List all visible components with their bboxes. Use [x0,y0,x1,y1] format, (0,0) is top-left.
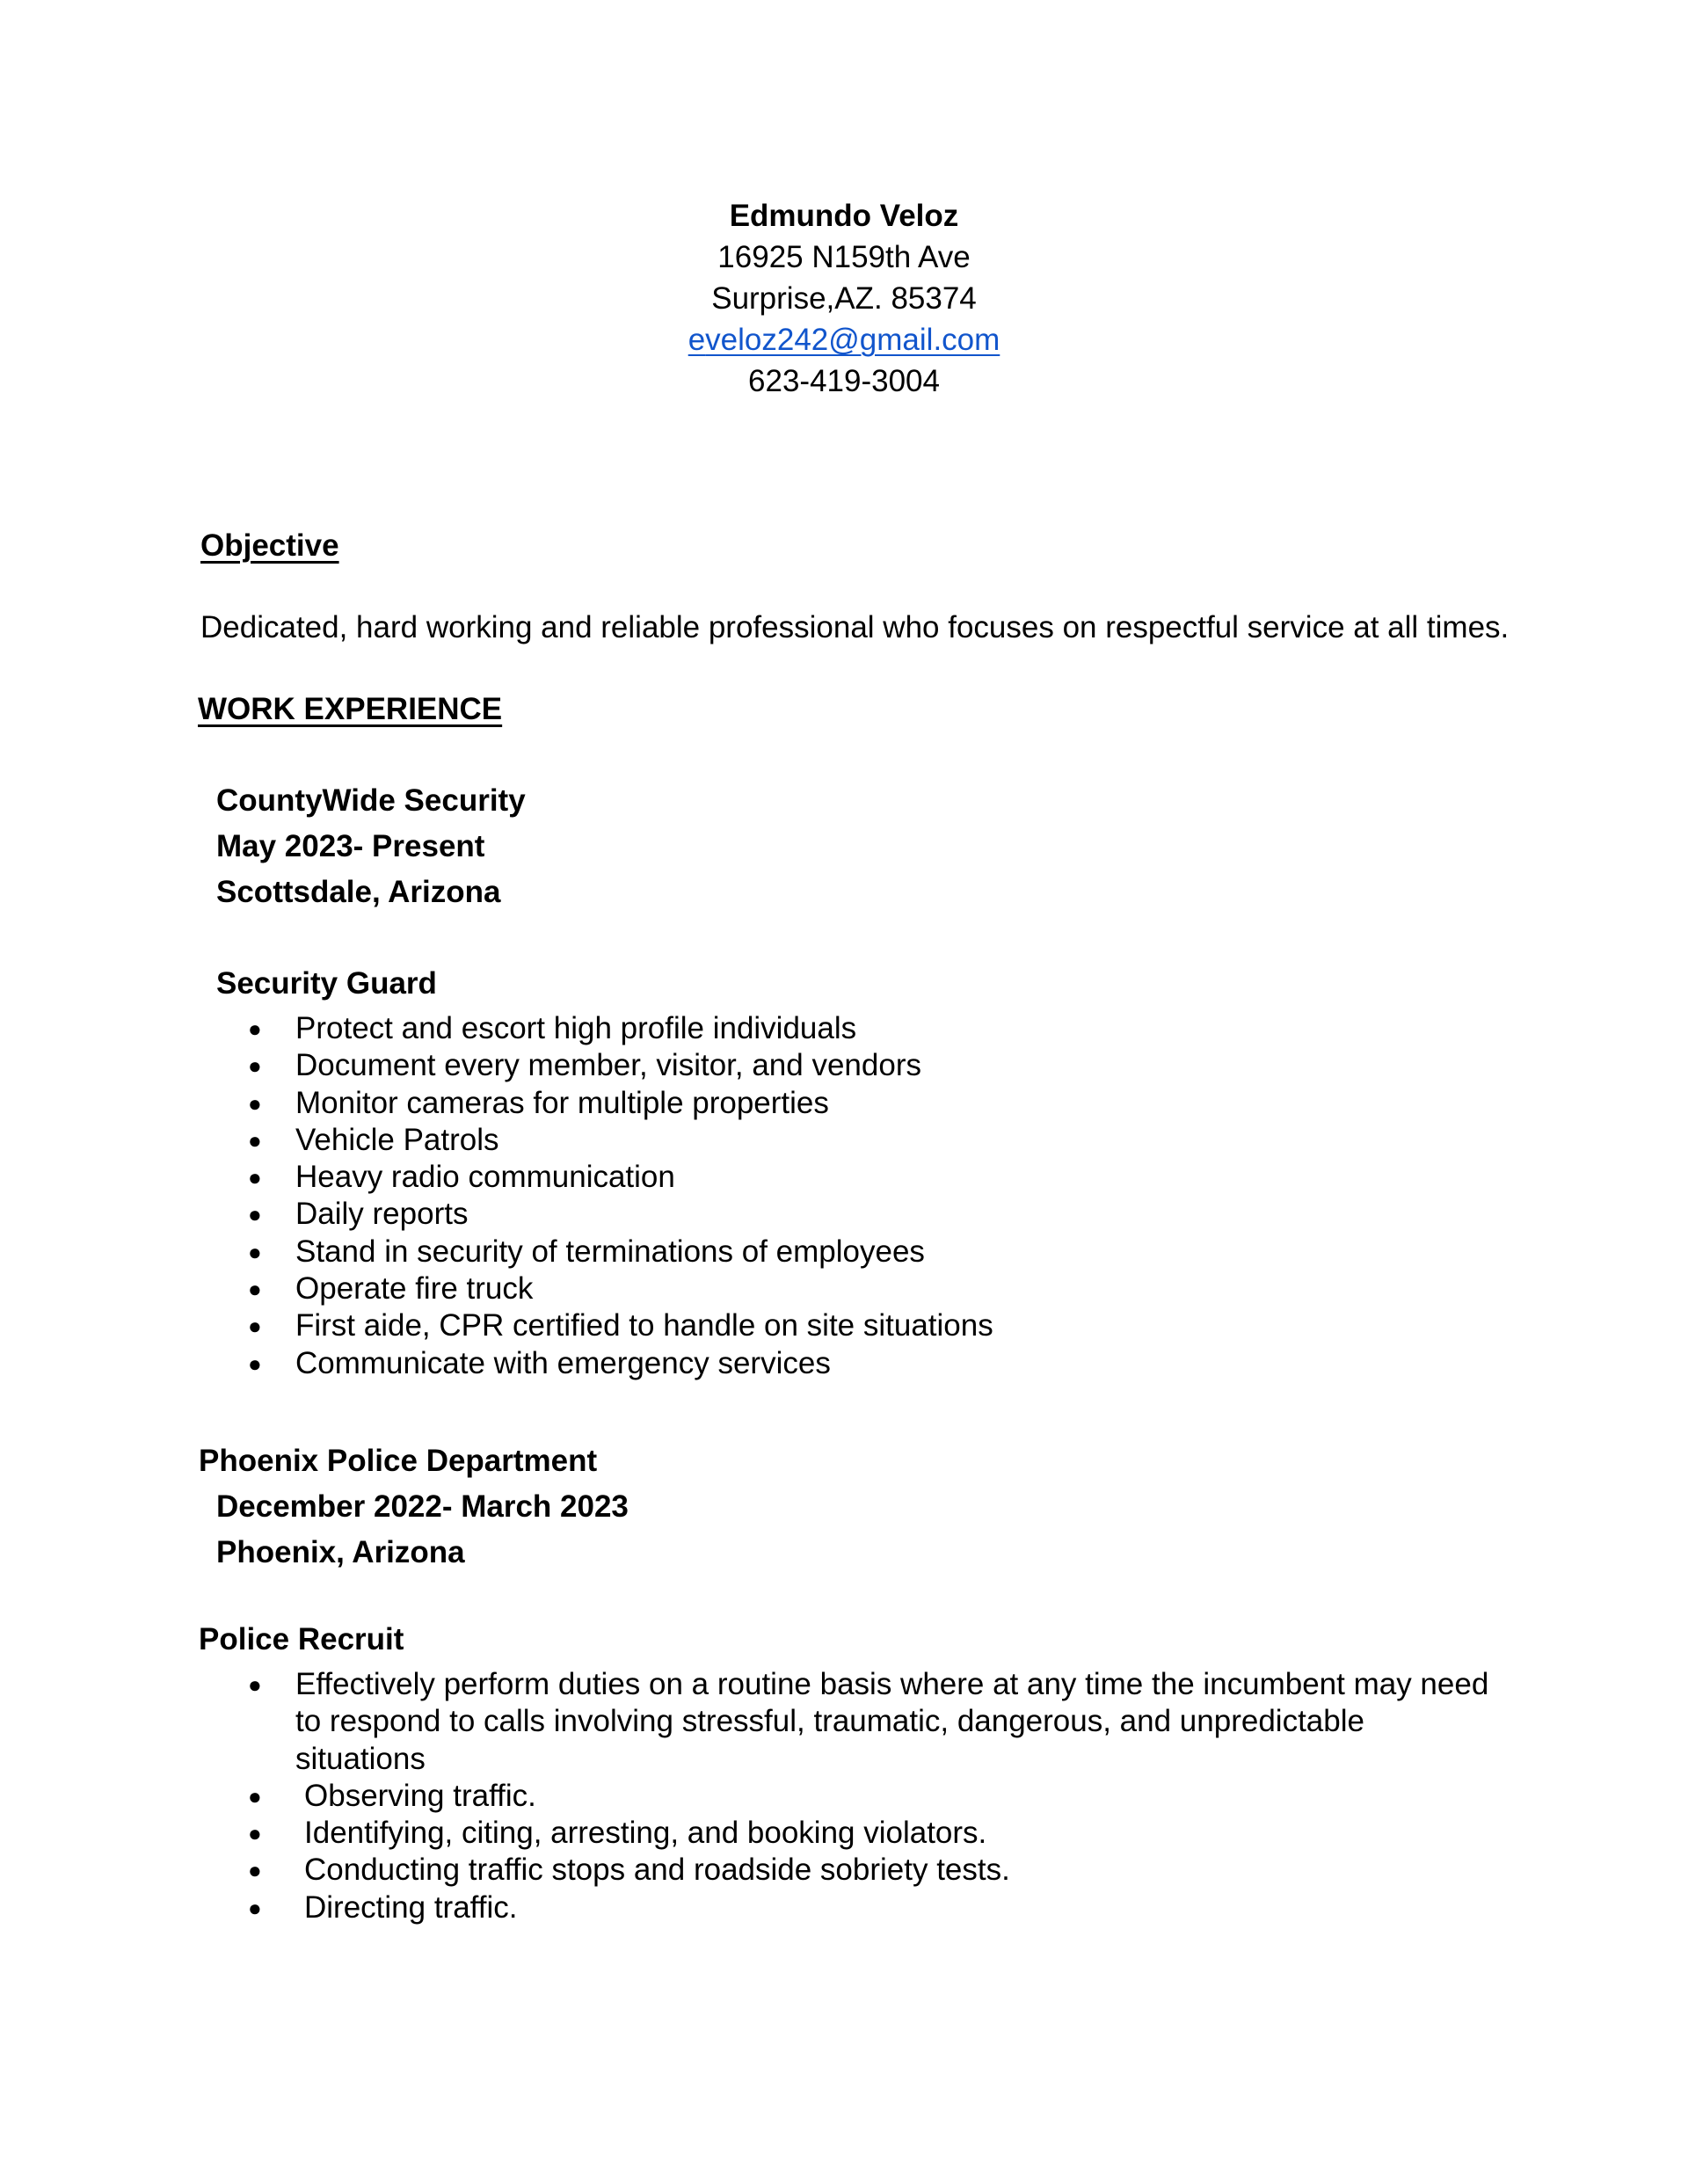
contact-header [0,195,1688,402]
job-2-dates: December 2022- March 2023 [216,1489,629,1524]
list-item [248,1159,993,1196]
email-link[interactable]: veloz242@gmail.com [705,323,1000,357]
list-item [248,1815,1500,1852]
list-item [248,1270,993,1307]
list-item [248,1345,993,1382]
duty-text: Communicate with emergency services [295,1345,831,1380]
email-line [0,319,1688,360]
job-1-title: Security Guard [216,966,437,1001]
list-item [248,1307,993,1344]
email-prefix: e [688,323,706,357]
job-1-employer: CountyWide Security [216,783,526,818]
objective-text: Dedicated, hard working and reliable professional who focuses on respectful service at all times. [200,610,1510,644]
bullet-icon: ● [248,1820,262,1847]
list-item [248,1852,1500,1889]
job-2-location: Phoenix, Arizona [216,1535,465,1569]
bullet-icon: ● [248,1052,262,1080]
bullet-icon: ● [248,1894,262,1921]
job-1-dates: May 2023- Present [216,829,485,863]
address-street: 16925 N159th Ave [717,240,971,274]
phone-number: 623-419-3004 [748,364,940,398]
list-item [248,1122,993,1159]
work-experience-heading: WORK EXPERIENCE [198,692,503,726]
duty-text: Conducting traffic stops and roadside sobriety tests. [304,1853,1010,1888]
job-1-location: Scottsdale, Arizona [216,875,501,909]
bullet-icon: ● [248,1782,262,1809]
objective-heading: Objective [200,528,339,563]
list-item [248,1085,993,1122]
duty-text: Effectively perform duties on a routine basis where at any time the incumbent may need to respond to calls involving stressful, traumatic, dangerous, and unpredictable situations [295,1667,1489,1776]
list-item [248,1010,993,1047]
job-1-header [216,778,526,915]
duty-text: Daily reports [295,1197,469,1232]
bullet-icon: ● [248,1857,262,1884]
duty-text: Identifying, citing, arresting, and booking violators. [304,1816,987,1851]
bullet-icon: ● [248,1089,262,1117]
job-2-employer: Phoenix Police Department [199,1444,598,1478]
duty-text: First aide, CPR certified to handle on site situations [295,1308,993,1343]
duty-text: Stand in security of terminations of employees [295,1234,925,1269]
job-2-duties-list [248,1666,1500,1926]
list-item [248,1889,1500,1926]
duty-text: Operate fire truck [295,1271,534,1307]
list-item [248,1666,1500,1778]
duty-text: Vehicle Patrols [295,1122,499,1157]
list-item [248,1234,993,1270]
duty-text: Protect and escort high profile individuals [295,1011,857,1045]
list-item [248,1047,993,1084]
job-2-title: Police Recruit [199,1622,404,1656]
bullet-icon: ● [248,1016,262,1042]
list-item [248,1196,993,1233]
bullet-icon: ● [248,1238,262,1265]
bullet-icon: ● [248,1201,262,1228]
list-item [248,1778,1500,1815]
bullet-icon: ● [248,1313,262,1340]
duty-text: Observing traffic. [304,1778,536,1813]
job-1-duties-list [248,1010,993,1382]
duty-text: Monitor cameras for multiple properties [295,1085,829,1120]
bullet-icon: ● [248,1276,262,1303]
duty-text: Document every member, visitor, and vendors [295,1048,921,1083]
address-city-state-zip: Surprise,AZ. 85374 [711,281,977,316]
bullet-icon: ● [248,1126,262,1154]
bullet-icon: ● [248,1164,262,1191]
bullet-icon: ● [248,1350,262,1377]
bullet-icon: ● [248,1671,262,1698]
job-2-header [216,1484,629,1576]
duty-text: Heavy radio communication [295,1160,675,1195]
applicant-name: Edmundo Veloz [729,199,959,233]
duty-text: Directing traffic. [304,1889,518,1925]
